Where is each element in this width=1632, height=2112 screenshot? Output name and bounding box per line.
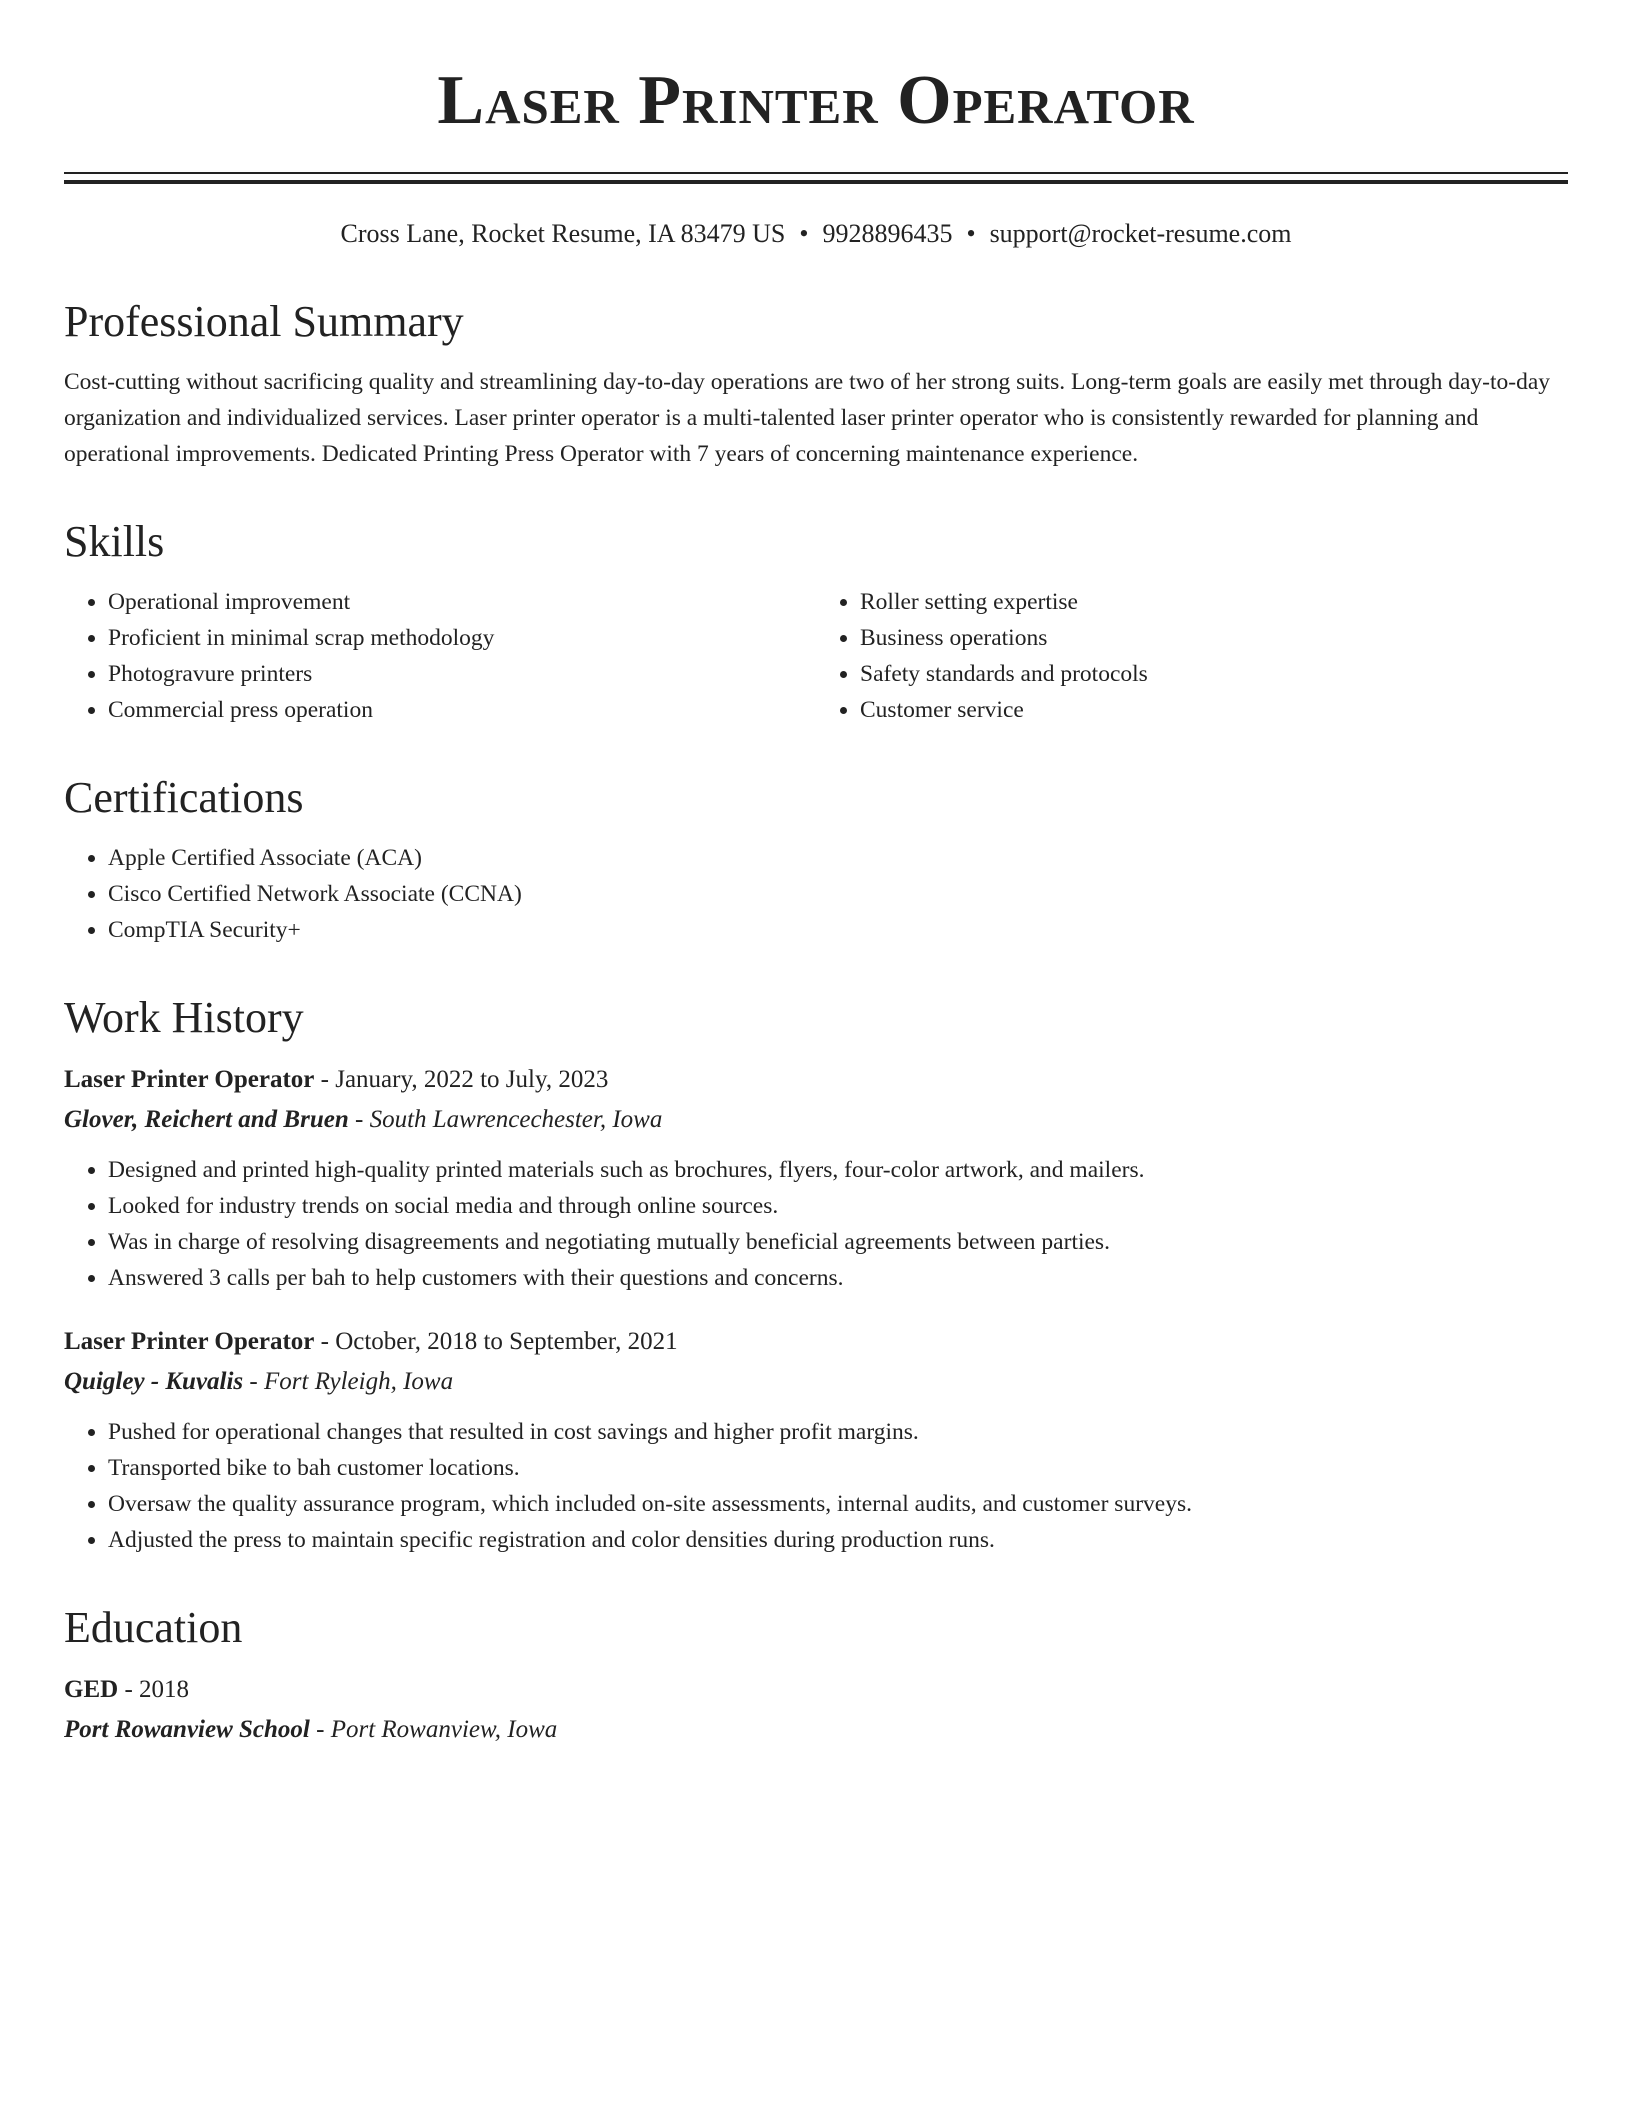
education-heading: Education	[64, 1603, 243, 1652]
job-bullet: • Answered 3 calls per bah to help customers with their questions and concerns.	[108, 1260, 1568, 1296]
job-company: Quigley - Kuvalis	[64, 1368, 244, 1395]
summary-heading: Professional Summary	[64, 297, 464, 346]
education-degree-line	[64, 1670, 1568, 1710]
certification-item: • Apple Certified Associate (ACA)	[108, 840, 1568, 876]
candidate-name: Laser Printer Operator	[437, 62, 1195, 139]
certification-item: • CompTIA Security+	[108, 912, 1568, 948]
certifications-list	[64, 840, 1568, 948]
education-degree: GED	[64, 1676, 119, 1703]
certifications-heading: Certifications	[64, 773, 304, 822]
job-bullets	[64, 1414, 1568, 1558]
job-dates: - October, 2018 to September, 2021	[320, 1328, 678, 1355]
job-role: Laser Printer Operator	[64, 1328, 315, 1355]
job-location: - South Lawrencechester, Iowa	[355, 1106, 663, 1133]
job-bullet: • Was in charge of resolving disagreements and negotiating mutually beneficial agreements between parties.	[108, 1224, 1568, 1260]
skills-list	[64, 584, 1568, 728]
job-entry	[64, 1060, 1568, 1296]
skill-item: • Business operations	[860, 620, 1568, 656]
header-divider-thin	[64, 172, 1568, 174]
contact-phone: 9928896435	[822, 219, 953, 248]
job-location: - Fort Ryleigh, Iowa	[249, 1368, 454, 1395]
contact-separator: •	[966, 219, 976, 248]
header-divider-thick	[64, 180, 1568, 184]
education-school: Port Rowanview School	[64, 1716, 310, 1743]
job-dates: - January, 2022 to July, 2023	[320, 1066, 609, 1093]
job-bullet: • Adjusted the press to maintain specific registration and color densities during production runs.	[108, 1522, 1568, 1558]
contact-address: Cross Lane, Rocket Resume, IA 83479 US	[340, 219, 786, 248]
skill-item: • Photogravure printers	[108, 656, 816, 692]
education-year: - 2018	[124, 1676, 190, 1703]
job-company: Glover, Reichert and Bruen	[64, 1106, 349, 1133]
contact-line	[64, 216, 1568, 252]
skill-item: • Roller setting expertise	[860, 584, 1568, 620]
skill-item: • Operational improvement	[108, 584, 816, 620]
skill-item: • Commercial press operation	[108, 692, 816, 728]
skills-column-left	[64, 584, 816, 728]
job-title-line	[64, 1322, 1568, 1362]
summary-text: Cost-cutting without sacrificing quality and streamlining day-to-day operations are two of her strong suits. Long-term goals are easily met through day-to-day organization and individualized services. Laser printer operator is a multi-talented laser printer operator who is consistently rewarded for planning and operational improvements. Dedicated Printing Press Operator with 7 years of concerning maintenance experience.	[64, 369, 1551, 467]
skill-item: • Safety standards and protocols	[860, 656, 1568, 692]
job-bullets	[64, 1152, 1568, 1296]
job-bullet: • Transported bike to bah customer locations.	[108, 1450, 1568, 1486]
skills-column-right	[816, 584, 1568, 728]
job-bullet: • Pushed for operational changes that resulted in cost savings and higher profit margins.	[108, 1414, 1568, 1450]
job-bullet: • Designed and printed high-quality printed materials such as brochures, flyers, four-color artwork, and mailers.	[108, 1152, 1568, 1188]
job-company-line	[64, 1362, 1568, 1402]
job-title-line	[64, 1060, 1568, 1100]
job-bullet: • Looked for industry trends on social media and through online sources.	[108, 1188, 1568, 1224]
job-bullet: • Oversaw the quality assurance program, which included on-site assessments, internal audits, and customer surveys.	[108, 1486, 1568, 1522]
skill-item: • Customer service	[860, 692, 1568, 728]
education-location: - Port Rowanview, Iowa	[316, 1716, 558, 1743]
contact-separator: •	[799, 219, 809, 248]
education-school-line	[64, 1710, 1568, 1750]
work-history-heading: Work History	[64, 993, 304, 1042]
job-company-line	[64, 1100, 1568, 1140]
certification-item: • Cisco Certified Network Associate (CCNA)	[108, 876, 1568, 912]
contact-email: support@rocket-resume.com	[989, 219, 1292, 248]
job-role: Laser Printer Operator	[64, 1066, 315, 1093]
job-entry	[64, 1322, 1568, 1558]
skill-item: • Proficient in minimal scrap methodology	[108, 620, 816, 656]
skills-heading: Skills	[64, 517, 165, 566]
